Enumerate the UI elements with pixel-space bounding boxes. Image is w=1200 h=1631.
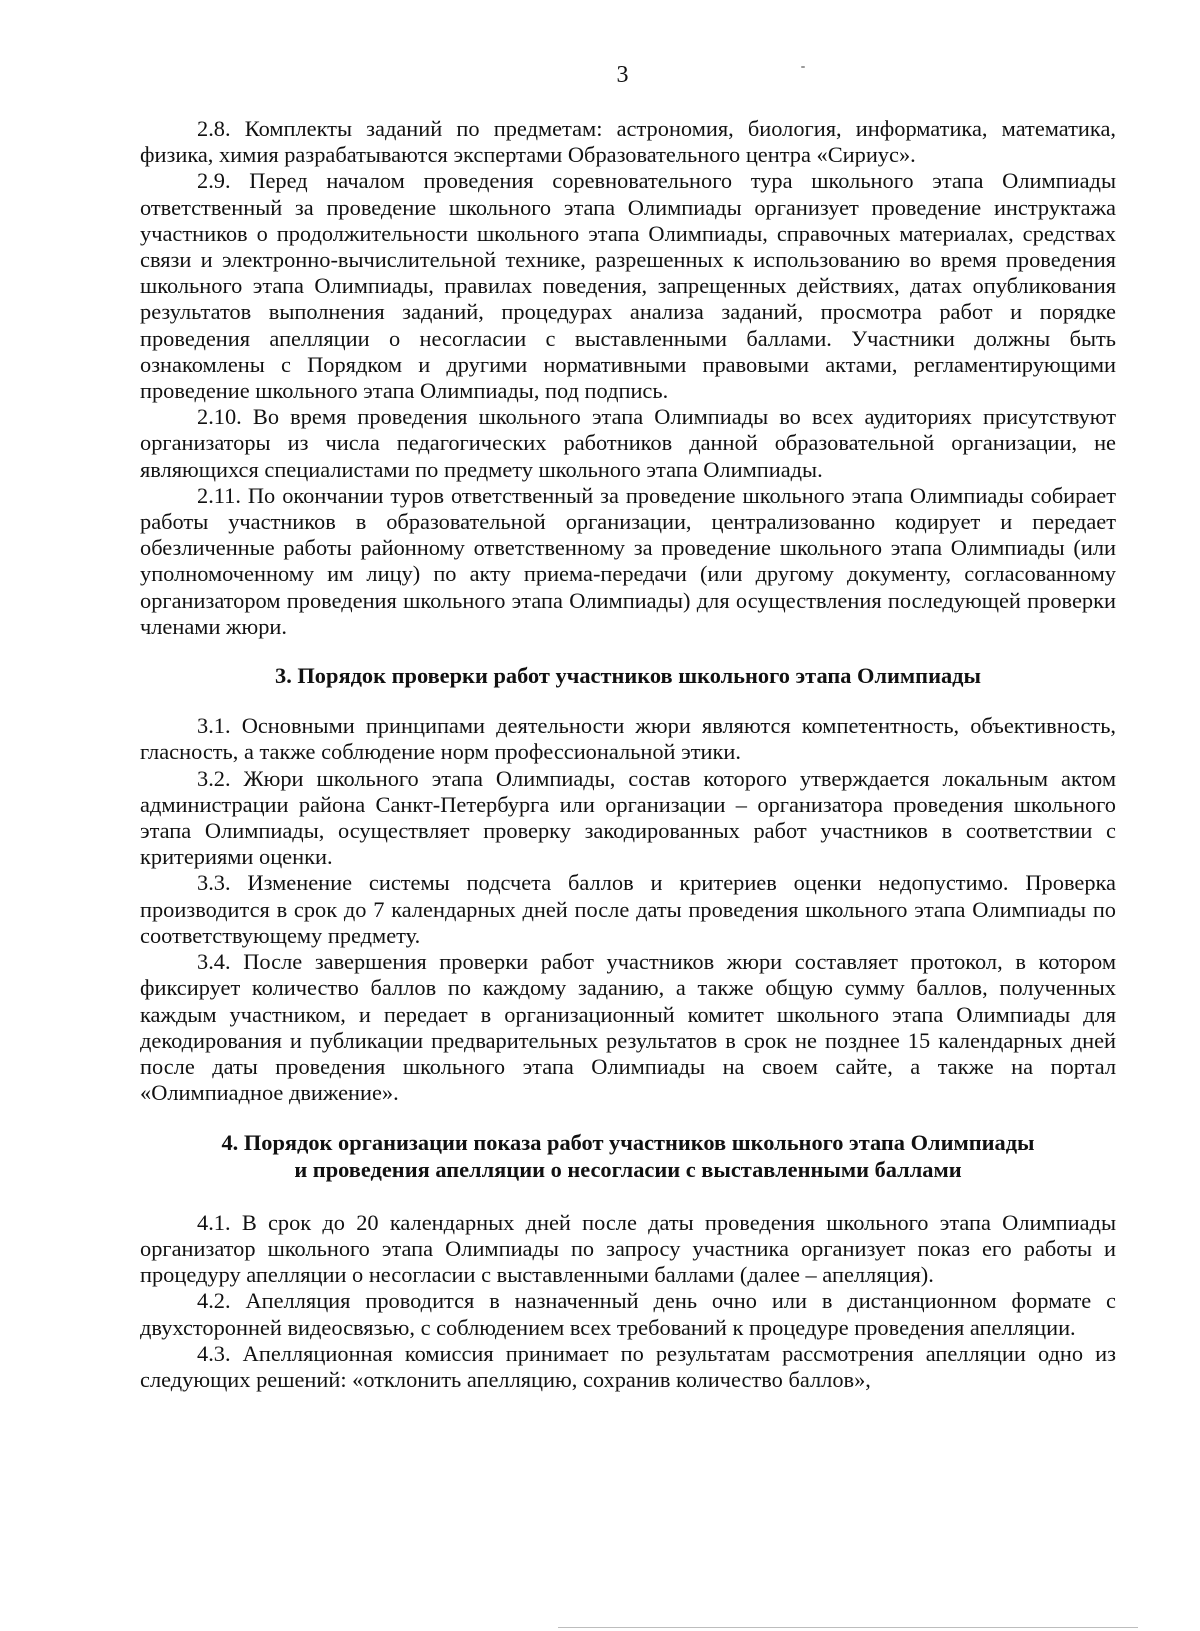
paragraph-3-3: 3.3. Изменение системы подсчета баллов и критериев оценки недопустимо. Проверка производится в срок до 7 календарных дней после даты проведения школьного этапа Олимпиады по соответствующему предмету. xyxy=(140,870,1116,948)
paragraph-3-1: 3.1. Основными принципами деятельности жюри являются компетентность, объективность, гласность, а также соблюдение норм профессиональной этики. xyxy=(140,713,1116,765)
paragraph-4-2: 4.2. Апелляция проводится в назначенный день очно или в дистанционном формате с двухсторонней видеосвязью, с соблюдением всех требований к процедуре проведения апелляции. xyxy=(140,1288,1116,1340)
paragraph-2-10: 2.10. Во время проведения школьного этапа Олимпиады во всех аудиториях присутствуют организаторы из числа педагогических работников данной образовательной организации, не являющихся специалистами по предмету школьного этапа Олимпиады. xyxy=(140,404,1116,482)
paragraph-3-2: 3.2. Жюри школьного этапа Олимпиады, состав которого утверждается локальным актом администрации района Санкт-Петербурга или организации – организатора проведения школьного этапа Олимпиады, осуществляет проверку закодированных работ участников в соответствии с критериями оценки. xyxy=(140,765,1116,870)
section-4-heading-line-1: 4. Порядок организации показа работ участников школьного этапа Олимпиады xyxy=(221,1130,1035,1156)
paragraph-4-3: 4.3. Апелляционная комиссия принимает по результатам рассмотрения апелляции одно из следующих решений: «отклонить апелляцию, сохранив количество баллов», xyxy=(140,1340,1116,1392)
paragraph-2-8: 2.8. Комплекты заданий по предметам: астрономия, биология, информатика, математика, физика, химия разрабатываются экспертами Образовательного центра «Сириус». xyxy=(140,116,1116,168)
paragraph-2-9: 2.9. Перед началом проведения соревновательного тура школьного этапа Олимпиады ответственный за проведение школьного этапа Олимпиады организует проведение инструктажа участников о продолжительности школьного этапа Олимпиады, справочных материалах, средствах связи и электронно-вычислительной технике, разрешенных к использованию во время проведения школьного этапа Олимпиады, правилах поведения, запрещенных действиях, датах опубликования результатов выполнения заданий, процедурах анализа заданий, просмотра работ и порядке проведения апелляции о несогласии с выставленными баллами. Участники должны быть ознакомлены с Порядком и другими нормативными правовыми актами, регламентирующими проведение школьного этапа Олимпиады, под подпись. xyxy=(140,168,1116,404)
paragraph-4-1: 4.1. В срок до 20 календарных дней после даты проведения школьного этапа Олимпиады организатор школьного этапа Олимпиады по запросу участника организует показ его работы и процедуру апелляции о несогласии с выставленными баллами (далее – апелляция). xyxy=(140,1209,1116,1288)
section-4-heading-line-2: и проведения апелляции о несогласии с выставленными баллами xyxy=(294,1156,962,1182)
section-3-heading: 3. Порядок проверки работ участников школьного этапа Олимпиады xyxy=(275,663,981,689)
scan-bottom-edge xyxy=(558,1627,1138,1628)
page-number: 3 xyxy=(616,62,629,88)
section-4-heading xyxy=(140,1130,1116,1182)
document-body xyxy=(140,116,1116,1393)
paragraph-3-4: 3.4. После завершения проверки работ участников жюри составляет протокол, в котором фиксирует количество баллов по каждому заданию, а также общую сумму баллов, полученных каждым участником, и передает в организационный комитет школьного этапа Олимпиады для декодирования и публикации предварительных результатов в срок не позднее 15 календарных дней после даты проведения школьного этапа Олимпиады на своем сайте, а также на портал «Олимпиадное движение». xyxy=(140,949,1116,1106)
paragraph-2-11: 2.11. По окончании туров ответственный за проведение школьного этапа Олимпиады собирает работы участников в образовательной организации, централизованно кодирует и передает обезличенные работы районному ответственному за проведение школьного этапа Олимпиады (или уполномоченному им лицу) по акту приема-передачи (или другому документу, согласованному организатором проведения школьного этапа Олимпиады) для осуществления последующей проверки членами жюри. xyxy=(140,482,1116,639)
